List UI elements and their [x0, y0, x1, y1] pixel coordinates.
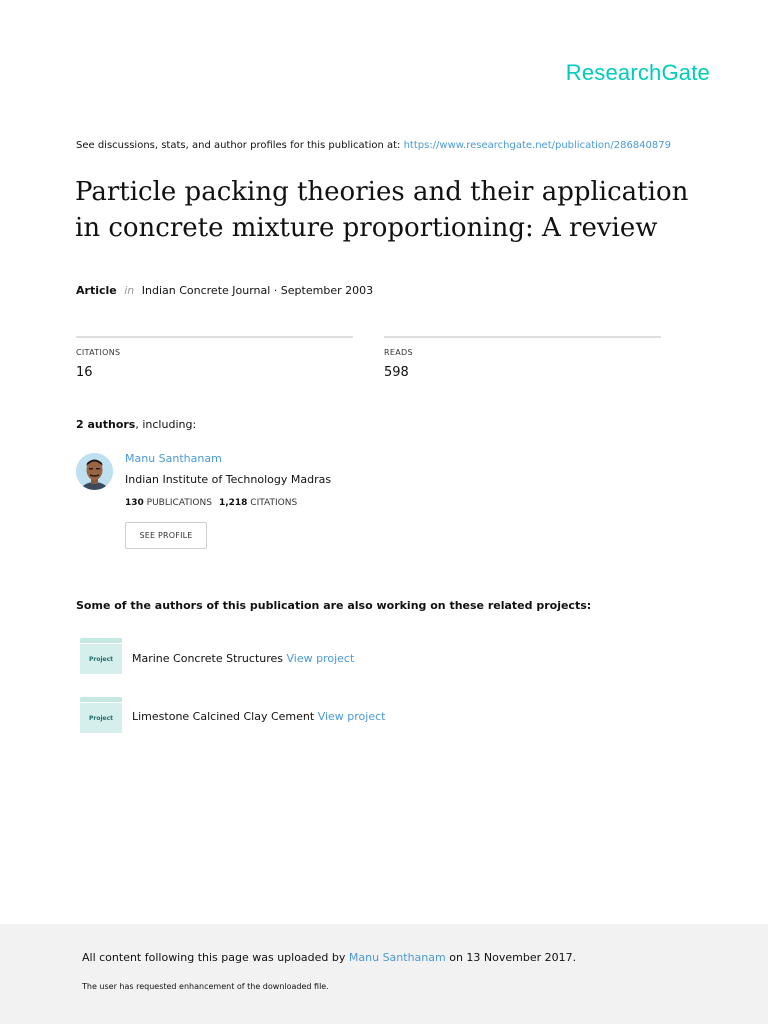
project-item [132, 710, 385, 723]
citations-label: CITATIONS [76, 348, 121, 357]
reads-stat [384, 336, 661, 380]
author-publications-label: PUBLICATIONS [146, 498, 212, 508]
researchgate-logo[interactable] [566, 60, 710, 86]
discussions-line [76, 140, 671, 151]
reads-label: READS [384, 348, 413, 357]
author-stats [125, 498, 297, 508]
related-projects-heading: Some of the authors of this publication are also working on these related projects: [76, 599, 592, 612]
authors-heading [76, 418, 196, 431]
uploader-link[interactable]: Manu Santhanam [348, 951, 446, 964]
authors-count: 2 authors [76, 418, 136, 431]
discussions-prefix: See discussions, stats, and author profiles for this publication at: [76, 140, 404, 151]
author-portrait-icon [76, 453, 113, 490]
in-word: in [124, 284, 135, 297]
uploaded-by-line [82, 951, 576, 964]
author-publications-count: 130 [125, 498, 144, 508]
project-folder-icon[interactable] [80, 697, 122, 733]
citations-value: 16 [76, 365, 93, 380]
avatar[interactable] [76, 453, 113, 490]
reads-value: 598 [384, 365, 409, 380]
publication-meta [76, 284, 373, 297]
project-name: Limestone Calcined Clay Cement [132, 710, 315, 723]
author-name-link[interactable]: Manu Santhanam [125, 452, 222, 465]
author-citations-label: CITATIONS [250, 498, 298, 508]
author-citations-count: 1,218 [218, 498, 248, 508]
publication-type: Article [76, 284, 117, 297]
publication-url-link[interactable]: https://www.researchgate.net/publication/286840879 [403, 140, 671, 151]
requested-note: The user has requested enhancement of the downloaded file. [82, 982, 329, 991]
uploaded-suffix: on 13 November 2017. [445, 951, 577, 964]
uploaded-prefix: All content following this page was uploaded by [82, 951, 349, 964]
upload-footer [0, 924, 768, 1024]
logo-text: ResearchGate [565, 60, 710, 85]
venue-date: Indian Concrete Journal · September 2003 [141, 284, 374, 297]
project-folder-icon[interactable] [80, 638, 122, 674]
publication-title: Particle packing theories and their application in concrete mixture proportioning: A review [75, 177, 689, 243]
see-profile-button[interactable]: SEE PROFILE [125, 522, 207, 549]
authors-suffix: , including: [135, 418, 197, 431]
view-project-link[interactable]: View project [286, 652, 355, 665]
project-icon-label: Project [88, 714, 114, 722]
project-name: Marine Concrete Structures [132, 652, 284, 665]
view-project-link[interactable]: View project [317, 710, 386, 723]
project-item [132, 652, 354, 665]
citations-stat [76, 336, 353, 380]
project-icon-label: Project [88, 655, 114, 663]
author-institution: Indian Institute of Technology Madras [125, 473, 332, 486]
